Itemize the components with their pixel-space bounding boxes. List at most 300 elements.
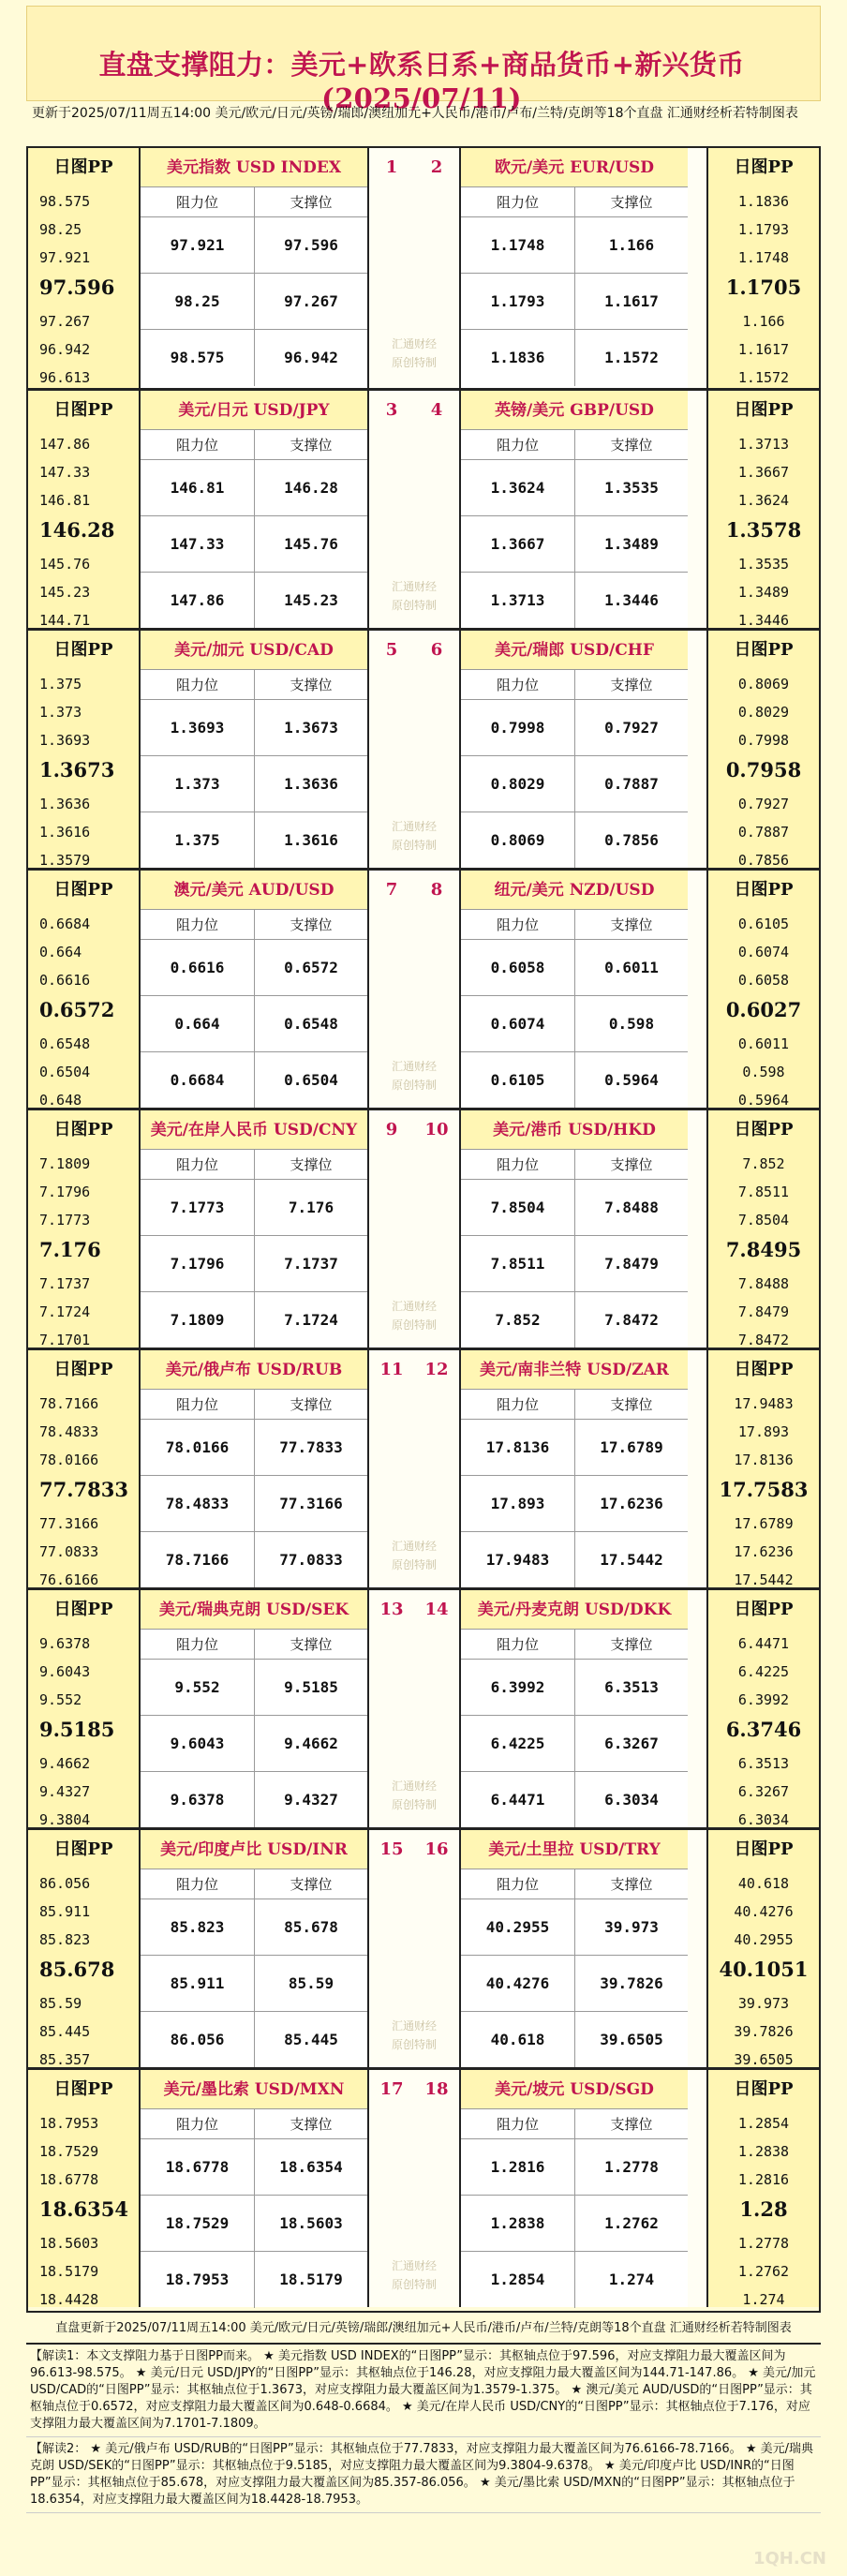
sup-cell: 145.76	[255, 516, 367, 573]
watermark-text: 汇通财经	[391, 1540, 437, 1553]
pp-level-value: 18.7529	[39, 2143, 99, 2160]
pp-level-value: 18.4428	[39, 2291, 99, 2308]
sup-cell: 1.3446	[604, 591, 659, 609]
pp-level-value: 40.2955	[734, 1931, 794, 1948]
pp-pivot-value: 6.3746	[725, 1718, 802, 1741]
pp-level-value: 7.8488	[737, 1275, 790, 1292]
watermark-text: 汇通财经	[391, 820, 437, 833]
res-cell: 0.6058	[461, 940, 575, 996]
res-cell: 9.6378	[141, 1772, 255, 1828]
pair-name: 美元/瑞郎 USD/CHF	[461, 631, 688, 670]
pp-level-value: 1.3579	[39, 852, 91, 869]
pp-level-value: 1.2778	[737, 2235, 790, 2252]
sup-cell: 85.678	[255, 1899, 367, 1956]
pair-block	[28, 388, 819, 628]
pair-table-left	[141, 1350, 369, 1587]
pair-number-left: 5	[385, 640, 398, 660]
sup-cell: 1.166	[575, 217, 688, 274]
res-header: 阻力位	[461, 430, 575, 460]
sup-header: 支撑位	[255, 1150, 367, 1180]
pair-table-right	[459, 391, 688, 628]
sup-header: 支撑位	[255, 1390, 367, 1420]
pp-level-value: 1.1836	[737, 193, 790, 210]
sup-cell: 97.596	[255, 217, 367, 274]
pp-level-value: 6.4471	[737, 1635, 790, 1652]
pp-column-right	[706, 1590, 819, 1827]
pair-number-right: 6	[430, 640, 443, 660]
pp-level-value: 6.4225	[737, 1663, 790, 1680]
sup-cell: 39.973	[575, 1899, 688, 1956]
res-cell: 86.056	[141, 2012, 255, 2068]
pp-level-value: 9.552	[39, 1691, 82, 1708]
pair-table-left	[141, 1830, 369, 2067]
pair-table-left	[141, 1110, 369, 1348]
pp-header: 日图PP	[734, 2079, 794, 2099]
pair-middle	[141, 1830, 706, 2067]
sup-cell: 1.2762	[575, 2196, 688, 2252]
pp-level-value: 0.5964	[737, 1092, 790, 1109]
res-cell: 7.1809	[141, 1292, 255, 1348]
res-cell: 1.3693	[141, 700, 255, 756]
pp-level-value: 1.375	[39, 676, 82, 692]
pair-number-left: 7	[385, 880, 398, 900]
pp-level-value: 0.6074	[737, 944, 790, 960]
pp-column-left	[28, 1110, 141, 1348]
pp-level-value: 85.823	[39, 1931, 91, 1948]
res-cell: 0.8069	[461, 812, 575, 869]
sup-cell: 1.1617	[575, 274, 688, 330]
res-header: 阻力位	[141, 2109, 255, 2139]
pair-table-left	[141, 1590, 369, 1827]
res-cell: 147.86	[141, 573, 255, 629]
pp-level-value: 40.618	[737, 1875, 790, 1892]
pp-column-right	[706, 2070, 819, 2307]
res-cell: 17.893	[461, 1476, 575, 1532]
pp-header: 日图PP	[734, 1839, 794, 1859]
pp-header: 日图PP	[53, 1360, 113, 1379]
res-header: 阻力位	[141, 430, 255, 460]
res-cell: 6.4471	[461, 1772, 575, 1828]
pivot-grid	[26, 146, 821, 2313]
pair-table-right	[459, 2070, 688, 2307]
pair-middle	[141, 2070, 706, 2307]
pair-name: 美元指数 USD INDEX	[141, 148, 367, 187]
res-cell: 40.4276	[461, 1956, 575, 2012]
res-cell: 1.1748	[461, 217, 575, 274]
pp-level-value: 1.1617	[737, 341, 790, 358]
res-cell: 1.3667	[461, 516, 575, 573]
sup-cell: 96.942	[284, 349, 338, 366]
pp-level-value: 7.1724	[39, 1303, 91, 1320]
pair-middle	[141, 1350, 706, 1587]
res-header: 阻力位	[461, 1390, 575, 1420]
pair-middle	[141, 1590, 706, 1827]
res-cell: 9.552	[141, 1660, 255, 1716]
sup-cell: 7.1737	[255, 1236, 367, 1292]
res-cell: 17.8136	[461, 1420, 575, 1476]
pair-number-left: 17	[379, 2079, 404, 2099]
res-cell: 85.823	[141, 1899, 255, 1956]
sup-cell: 1.3636	[255, 756, 367, 812]
pp-header: 日图PP	[734, 400, 794, 420]
res-header: 阻力位	[141, 910, 255, 940]
pp-level-value: 76.6166	[39, 1571, 99, 1588]
pair-table-left	[141, 871, 369, 1108]
res-cell: 1.375	[141, 812, 255, 869]
sup-cell: 1.2778	[575, 2139, 688, 2196]
sup-cell: 77.3166	[255, 1476, 367, 1532]
pp-header: 日图PP	[734, 1600, 794, 1619]
pp-level-value: 1.1748	[737, 249, 790, 266]
res-cell: 1.373	[141, 756, 255, 812]
pp-pivot-value: 18.6354	[39, 2197, 128, 2221]
pp-level-value: 6.3513	[737, 1755, 790, 1772]
res-cell: 78.0166	[141, 1420, 255, 1476]
sup-cell: 6.3034	[604, 1791, 659, 1809]
pp-header: 日图PP	[734, 880, 794, 900]
pp-column-right	[706, 1830, 819, 2067]
sup-cell: 0.7856	[604, 831, 659, 849]
sup-header: 支撑位	[575, 670, 688, 700]
pair-block	[28, 628, 819, 868]
pp-column-right	[706, 391, 819, 628]
pp-level-value: 39.973	[737, 1995, 790, 2012]
sup-cell: 77.7833	[255, 1420, 367, 1476]
sup-cell: 39.7826	[575, 1956, 688, 2012]
pp-level-value: 145.23	[39, 584, 91, 601]
pp-level-value: 7.8479	[737, 1303, 790, 1320]
pp-level-value: 1.3624	[737, 492, 790, 509]
pp-level-value: 0.7998	[737, 732, 790, 749]
pp-level-value: 97.921	[39, 249, 91, 266]
watermark-text: 原创特制	[391, 1079, 437, 1092]
watermark-text: 原创特制	[391, 2278, 437, 2291]
res-cell: 7.8511	[461, 1236, 575, 1292]
pp-pivot-value: 85.678	[39, 1958, 115, 1981]
pp-column-left	[28, 871, 141, 1108]
sup-cell: 7.8479	[575, 1236, 688, 1292]
res-header: 阻力位	[461, 1630, 575, 1660]
watermark-text: 汇通财经	[391, 1300, 437, 1313]
pair-number-left: 3	[385, 400, 398, 420]
res-cell: 6.3992	[461, 1660, 575, 1716]
pp-pivot-value: 97.596	[39, 275, 115, 299]
pp-level-value: 85.59	[39, 1995, 82, 2012]
pair-block	[28, 1108, 819, 1348]
pp-level-value: 78.4833	[39, 1423, 99, 1440]
res-cell: 0.6105	[461, 1052, 575, 1109]
pair-number-left: 11	[379, 1360, 404, 1379]
pp-level-value: 1.166	[742, 313, 785, 330]
res-cell: 40.2955	[461, 1899, 575, 1956]
watermark-text: 汇通财经	[391, 2019, 437, 2033]
pair-name: 美元/港币 USD/HKD	[461, 1110, 688, 1150]
pp-pivot-value: 7.176	[39, 1238, 101, 1261]
sup-cell: 1.1572	[604, 349, 659, 366]
pp-level-value: 1.3535	[737, 556, 790, 573]
pp-level-value: 1.3713	[737, 436, 790, 453]
pp-level-value: 86.056	[39, 1875, 91, 1892]
res-header: 阻力位	[461, 910, 575, 940]
pair-table-left	[141, 391, 369, 628]
pp-level-value: 18.5179	[39, 2263, 99, 2280]
pp-pivot-value: 77.7833	[39, 1478, 128, 1501]
pair-name: 美元/在岸人民币 USD/CNY	[141, 1110, 367, 1150]
pair-name: 美元/墨比索 USD/MXN	[141, 2070, 367, 2109]
res-header: 阻力位	[461, 2109, 575, 2139]
res-cell: 18.6778	[141, 2139, 255, 2196]
pp-level-value: 0.7887	[737, 824, 790, 841]
sup-cell: 9.4662	[255, 1716, 367, 1772]
pp-level-value: 0.598	[742, 1064, 785, 1080]
watermark-text: 原创特制	[391, 1558, 437, 1571]
sup-cell: 17.6236	[575, 1476, 688, 1532]
pp-pivot-value: 9.5185	[39, 1718, 115, 1741]
res-cell: 17.9483	[461, 1532, 575, 1588]
pp-level-value: 17.8136	[734, 1452, 794, 1468]
pair-name: 美元/俄卢布 USD/RUB	[141, 1350, 367, 1390]
sup-cell: 6.3267	[575, 1716, 688, 1772]
pp-level-value: 145.76	[39, 556, 91, 573]
pp-level-value: 85.911	[39, 1903, 91, 1920]
pp-header: 日图PP	[734, 1120, 794, 1139]
sup-header: 支撑位	[255, 910, 367, 940]
pair-name: 美元/日元 USD/JPY	[141, 391, 367, 430]
res-cell: 7.1796	[141, 1236, 255, 1292]
sup-cell: 1.3489	[575, 516, 688, 573]
pp-level-value: 17.893	[737, 1423, 790, 1440]
sup-cell: 6.3513	[575, 1660, 688, 1716]
res-cell: 9.6043	[141, 1716, 255, 1772]
pp-pivot-value: 7.8495	[725, 1238, 802, 1261]
pp-header: 日图PP	[53, 640, 113, 660]
pair-name: 澳元/美元 AUD/USD	[141, 871, 367, 910]
sup-cell: 18.5179	[279, 2271, 343, 2288]
pp-level-value: 97.267	[39, 313, 91, 330]
pp-level-value: 9.6043	[39, 1663, 91, 1680]
pair-block	[28, 148, 819, 388]
sup-cell: 9.4327	[284, 1791, 338, 1809]
watermark-text: 汇通财经	[391, 1060, 437, 1073]
pp-level-value: 18.5603	[39, 2235, 99, 2252]
pair-number-left: 1	[385, 157, 398, 177]
sup-cell: 97.267	[255, 274, 367, 330]
pair-table-right	[459, 1110, 688, 1348]
pp-pivot-value: 1.3673	[39, 758, 115, 782]
res-cell: 85.911	[141, 1956, 255, 2012]
watermark-text: 原创特制	[391, 1798, 437, 1811]
pair-middle	[141, 631, 706, 868]
pp-level-value: 1.2816	[737, 2171, 790, 2188]
res-header: 阻力位	[141, 1630, 255, 1660]
res-cell: 98.575	[141, 330, 255, 386]
pp-level-value: 17.6789	[734, 1515, 794, 1532]
watermark-text: 汇通财经	[391, 337, 437, 350]
pair-table-right	[459, 871, 688, 1108]
sup-cell: 18.6354	[255, 2139, 367, 2196]
pp-level-value: 1.3446	[737, 612, 790, 629]
sup-cell: 0.6572	[255, 940, 367, 996]
pp-pivot-value: 40.1051	[719, 1958, 809, 1981]
pp-level-value: 0.7856	[737, 852, 790, 869]
pair-table-left	[141, 631, 369, 868]
res-cell: 1.1836	[461, 330, 575, 386]
sup-cell: 145.23	[284, 591, 338, 609]
pp-level-value: 146.81	[39, 492, 91, 509]
pair-number-left: 9	[385, 1120, 398, 1139]
res-cell: 1.2838	[461, 2196, 575, 2252]
sup-cell: 7.8488	[575, 1180, 688, 1236]
pp-level-value: 98.25	[39, 221, 82, 238]
sup-cell: 0.5964	[604, 1071, 659, 1089]
res-header: 阻力位	[141, 187, 255, 217]
footer-update: 直盘更新于2025/07/11周五14:00 美元/欧元/日元/英镑/瑞郎/澳纽加元+人民币/港币/卢布/兰特/克朗等18个直盘 汇通财经析若特制图表	[26, 2318, 821, 2345]
pair-number-right: 18	[424, 2079, 449, 2099]
pp-column-left	[28, 1590, 141, 1827]
pp-header: 日图PP	[53, 880, 113, 900]
pp-level-value: 77.3166	[39, 1515, 99, 1532]
pp-level-value: 77.0833	[39, 1543, 99, 1560]
pair-number-right: 12	[424, 1360, 449, 1379]
sup-cell: 0.598	[575, 996, 688, 1052]
res-cell: 6.4225	[461, 1716, 575, 1772]
pp-header: 日图PP	[734, 1360, 794, 1379]
pp-header: 日图PP	[53, 400, 113, 420]
pp-pivot-value: 17.7583	[719, 1478, 809, 1501]
pp-level-value: 147.33	[39, 464, 91, 481]
page-title: 直盘支撑阻力：美元+欧系日系+商品货币+新兴货币(2025/07/11)	[98, 49, 745, 114]
sup-header: 支撑位	[575, 1390, 688, 1420]
pp-column-right	[706, 148, 819, 388]
pp-level-value: 9.4662	[39, 1755, 91, 1772]
res-cell: 0.664	[141, 996, 255, 1052]
pp-level-value: 144.71	[39, 612, 91, 629]
pair-table-right	[459, 631, 688, 868]
pp-level-value: 0.8069	[737, 676, 790, 692]
watermark-text: 汇通财经	[391, 580, 437, 593]
res-header: 阻力位	[461, 670, 575, 700]
pp-level-value: 0.8029	[737, 704, 790, 721]
sup-header: 支撑位	[575, 910, 688, 940]
pp-column-left	[28, 2070, 141, 2307]
sup-header: 支撑位	[255, 1869, 367, 1899]
pair-number-right: 8	[430, 880, 443, 900]
pair-number-left: 15	[379, 1839, 404, 1859]
res-header: 阻力位	[461, 187, 575, 217]
res-cell: 0.7998	[461, 700, 575, 756]
pp-level-value: 1.373	[39, 704, 82, 721]
pair-number-right: 4	[430, 400, 443, 420]
pp-level-value: 1.3489	[737, 584, 790, 601]
pair-name: 英镑/美元 GBP/USD	[461, 391, 688, 430]
pp-level-value: 18.6778	[39, 2171, 99, 2188]
sup-cell: 1.3616	[284, 831, 338, 849]
res-cell: 147.33	[141, 516, 255, 573]
watermark-text: 汇通财经	[391, 2259, 437, 2272]
pp-level-value: 7.1737	[39, 1275, 91, 1292]
pair-table-left	[141, 2070, 369, 2307]
pp-column-left	[28, 391, 141, 628]
pp-header: 日图PP	[53, 1600, 113, 1619]
pair-table-left	[141, 148, 369, 388]
res-cell: 1.3624	[461, 460, 575, 516]
res-cell: 97.921	[141, 217, 255, 274]
watermark-logo: 1QH.CN	[752, 2549, 826, 2569]
pp-level-value: 9.6378	[39, 1635, 91, 1652]
res-header: 阻力位	[141, 670, 255, 700]
pp-column-right	[706, 871, 819, 1108]
sup-header: 支撑位	[255, 187, 367, 217]
sup-header: 支撑位	[575, 2109, 688, 2139]
sup-header: 支撑位	[575, 1150, 688, 1180]
pp-level-value: 1.3693	[39, 732, 91, 749]
pair-name: 美元/土里拉 USD/TRY	[461, 1830, 688, 1869]
res-cell: 18.7529	[141, 2196, 255, 2252]
pp-level-value: 1.3636	[39, 796, 91, 812]
pp-column-right	[706, 1110, 819, 1348]
pp-level-value: 39.6505	[734, 2051, 794, 2068]
pp-column-right	[706, 631, 819, 868]
pp-level-value: 7.1809	[39, 1155, 91, 1172]
sup-cell: 7.1724	[284, 1311, 338, 1329]
res-cell: 1.1793	[461, 274, 575, 330]
res-cell: 18.7953	[141, 2252, 255, 2308]
pp-level-value: 7.1773	[39, 1212, 91, 1228]
pair-block	[28, 1587, 819, 1827]
pair-name: 美元/丹麦克朗 USD/DKK	[461, 1590, 688, 1630]
pp-level-value: 17.6236	[734, 1543, 794, 1560]
pp-level-value: 85.357	[39, 2051, 91, 2068]
sup-cell: 39.6505	[600, 2031, 663, 2048]
res-cell: 7.8504	[461, 1180, 575, 1236]
pair-number-right: 10	[424, 1120, 449, 1139]
pp-level-value: 96.942	[39, 341, 91, 358]
res-cell: 1.2816	[461, 2139, 575, 2196]
res-header: 阻力位	[141, 1390, 255, 1420]
pp-level-value: 40.4276	[734, 1903, 794, 1920]
update-line: 更新于2025/07/11周五14:00 美元/欧元/日元/英镑/瑞郎/澳纽加元+人民币/港币/卢布/兰特/克朗等18个直盘 汇通财经析若特制图表	[32, 106, 798, 121]
pp-pivot-value: 1.28	[739, 2197, 788, 2221]
pp-column-left	[28, 148, 141, 388]
pp-level-value: 17.5442	[734, 1571, 794, 1588]
pair-name: 纽元/美元 NZD/USD	[461, 871, 688, 910]
pp-level-value: 7.1701	[39, 1332, 91, 1348]
pair-middle	[141, 391, 706, 628]
res-cell: 98.25	[141, 274, 255, 330]
pp-level-value: 7.8504	[737, 1212, 790, 1228]
watermark-text: 原创特制	[391, 599, 437, 612]
pp-pivot-value: 0.6027	[725, 998, 802, 1021]
pp-level-value: 39.7826	[734, 2023, 794, 2040]
pp-level-value: 96.613	[39, 369, 91, 386]
sup-cell: 17.5442	[600, 1551, 663, 1569]
pair-number-right: 2	[430, 157, 443, 177]
watermark-text: 汇通财经	[391, 1779, 437, 1793]
pp-level-value: 9.3804	[39, 1811, 91, 1828]
sup-cell: 17.6789	[575, 1420, 688, 1476]
sup-cell: 0.6504	[284, 1071, 338, 1089]
sup-cell: 1.274	[608, 2271, 655, 2288]
res-cell: 1.2854	[461, 2252, 575, 2308]
sup-header: 支撑位	[575, 187, 688, 217]
pp-level-value: 7.8472	[737, 1332, 790, 1348]
pp-level-value: 6.3992	[737, 1691, 790, 1708]
pair-table-right	[459, 1350, 688, 1587]
pair-middle	[141, 148, 706, 388]
pp-level-value: 7.1796	[39, 1184, 91, 1200]
watermark-text: 原创特制	[391, 1318, 437, 1332]
sup-header: 支撑位	[255, 2109, 367, 2139]
